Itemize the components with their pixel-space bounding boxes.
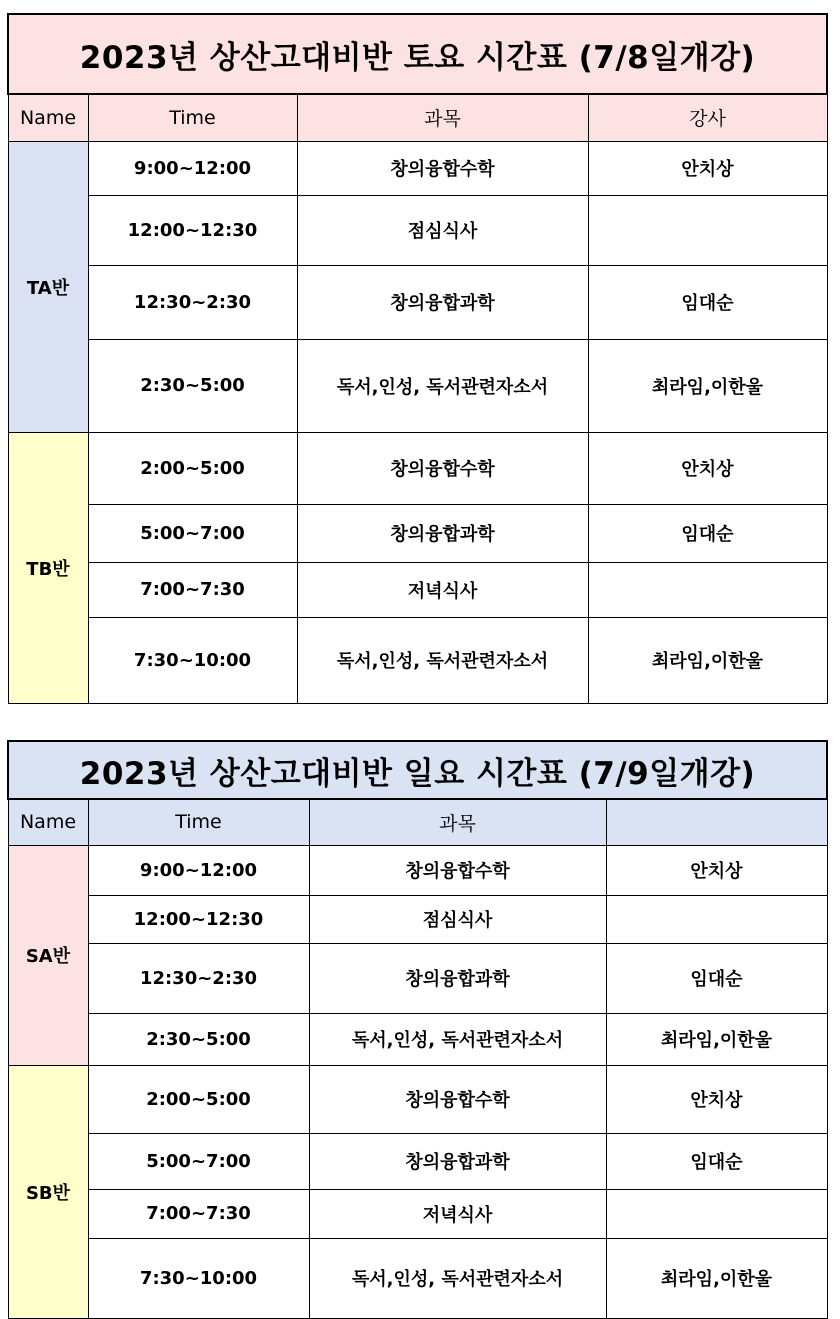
time-cell: 7:30~10:00 — [88, 1238, 309, 1318]
teacher-cell: 안치상 — [606, 1065, 827, 1133]
table-row — [8, 265, 827, 339]
subject-cell: 창의융합과학 — [309, 943, 606, 1013]
subject-cell: 저녁식사 — [309, 1189, 606, 1238]
teacher-cell: 임대순 — [588, 504, 827, 562]
time-cell: 12:30~2:30 — [88, 265, 297, 339]
header-name: Name — [8, 799, 88, 845]
table-row — [8, 895, 827, 943]
table-row — [8, 141, 827, 195]
teacher-cell: 임대순 — [588, 265, 827, 339]
header-name: Name — [8, 94, 88, 141]
table-row — [8, 1065, 827, 1133]
subject-cell: 창의융합과학 — [309, 1133, 606, 1189]
group-label-tb: TB반 — [8, 432, 88, 703]
time-cell: 7:00~7:30 — [88, 562, 297, 617]
time-cell: 5:00~7:00 — [88, 1133, 309, 1189]
group-label-sb: SB반 — [8, 1065, 88, 1318]
teacher-cell: 안치상 — [606, 845, 827, 895]
time-cell: 2:30~5:00 — [88, 1013, 309, 1065]
table-row — [8, 617, 827, 703]
teacher-cell: 임대순 — [606, 1133, 827, 1189]
subject-cell: 저녁식사 — [297, 562, 588, 617]
subject-cell: 독서,인성, 독서관련자소서 — [297, 617, 588, 703]
time-cell: 12:00~12:30 — [88, 195, 297, 265]
teacher-cell: 안치상 — [588, 141, 827, 195]
subject-cell: 점심식사 — [309, 895, 606, 943]
time-cell: 9:00~12:00 — [88, 141, 297, 195]
subject-cell: 창의융합수학 — [309, 845, 606, 895]
saturday-schedule-table — [7, 13, 828, 704]
teacher-cell: 최라임,이한울 — [606, 1013, 827, 1065]
teacher-cell: 최라임,이한울 — [606, 1238, 827, 1318]
table-row — [8, 1013, 827, 1065]
time-cell: 5:00~7:00 — [88, 504, 297, 562]
table-row — [8, 504, 827, 562]
table-row — [8, 562, 827, 617]
saturday-title: 2023년 상산고대비반 토요 시간표 (7/8일개강) — [8, 14, 827, 94]
subject-cell: 독서,인성, 독서관련자소서 — [297, 339, 588, 432]
time-cell: 7:00~7:30 — [88, 1189, 309, 1238]
teacher-cell: 최라임,이한울 — [588, 339, 827, 432]
teacher-cell — [606, 895, 827, 943]
sunday-schedule-table — [7, 740, 828, 1319]
teacher-cell — [588, 195, 827, 265]
group-label-ta: TA반 — [8, 141, 88, 432]
time-cell: 2:00~5:00 — [88, 432, 297, 504]
time-cell: 9:00~12:00 — [88, 845, 309, 895]
table-row — [8, 432, 827, 504]
header-subject: 과목 — [309, 799, 606, 845]
table-row — [8, 195, 827, 265]
time-cell: 2:30~5:00 — [88, 339, 297, 432]
subject-cell: 창의융합수학 — [297, 141, 588, 195]
teacher-cell: 안치상 — [588, 432, 827, 504]
header-teacher: 강사 — [588, 94, 827, 141]
table-row — [8, 339, 827, 432]
time-cell: 12:00~12:30 — [88, 895, 309, 943]
subject-cell: 독서,인성, 독서관련자소서 — [309, 1238, 606, 1318]
table-row — [8, 1238, 827, 1318]
teacher-cell — [588, 562, 827, 617]
subject-cell: 점심식사 — [297, 195, 588, 265]
subject-cell: 창의융합수학 — [297, 432, 588, 504]
time-cell: 7:30~10:00 — [88, 617, 297, 703]
table-row — [8, 1189, 827, 1238]
header-time: Time — [88, 799, 309, 845]
subject-cell: 독서,인성, 독서관련자소서 — [309, 1013, 606, 1065]
table-row — [8, 845, 827, 895]
time-cell: 2:00~5:00 — [88, 1065, 309, 1133]
table-row — [8, 943, 827, 1013]
header-teacher — [606, 799, 827, 845]
teacher-cell: 임대순 — [606, 943, 827, 1013]
subject-cell: 창의융합수학 — [309, 1065, 606, 1133]
sunday-title: 2023년 상산고대비반 일요 시간표 (7/9일개강) — [8, 741, 827, 799]
teacher-cell — [606, 1189, 827, 1238]
subject-cell: 창의융합과학 — [297, 504, 588, 562]
header-time: Time — [88, 94, 297, 141]
subject-cell: 창의융합과학 — [297, 265, 588, 339]
group-label-sa: SA반 — [8, 845, 88, 1065]
teacher-cell: 최라임,이한울 — [588, 617, 827, 703]
header-subject: 과목 — [297, 94, 588, 141]
table-row — [8, 1133, 827, 1189]
time-cell: 12:30~2:30 — [88, 943, 309, 1013]
